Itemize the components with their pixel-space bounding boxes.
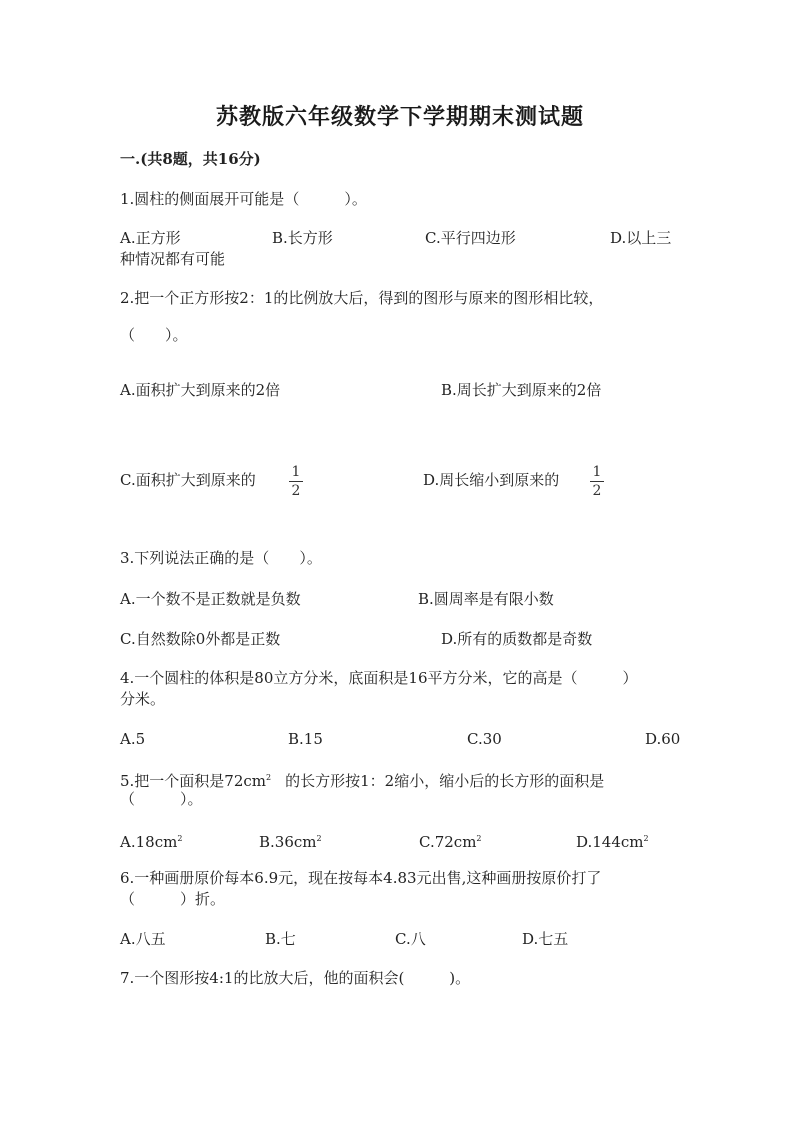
- fraction-bar: [289, 481, 303, 482]
- question-3-option-b: B.圆周率是有限小数: [418, 590, 554, 608]
- question-2-option-d: D.周长缩小到原来的: [423, 471, 560, 489]
- question-2-option-a: A.面积扩大到原来的2倍: [120, 381, 281, 399]
- question-4-option-b: B.15: [288, 730, 323, 748]
- question-1-option-c: C.平行四边形: [425, 229, 516, 247]
- question-1-stem: 1.圆柱的侧面展开可能是（ ）。: [120, 190, 367, 208]
- question-5-stem-part1: 5.把一个面积是72cm: [120, 772, 267, 790]
- question-1-option-a: A.正方形: [120, 229, 181, 247]
- question-1-option-d: D.以上三: [610, 229, 672, 247]
- question-4-stem: 4.一个圆柱的体积是80立方分米，底面积是16平方分米，它的高是（ ）: [120, 669, 638, 687]
- question-4-option-c: C.30: [467, 730, 502, 748]
- question-1-option-d-continued: 种情况都有可能: [120, 250, 226, 268]
- question-3-option-d: D.所有的质数都是奇数: [441, 630, 593, 648]
- question-5-option-d: $D.144cm^2$: [576, 833, 649, 851]
- question-5-option-a: $A.18cm^2$: [120, 833, 183, 851]
- question-6-stem-line2: （ ）折。: [120, 890, 226, 908]
- fraction-denominator: 2: [592, 483, 602, 499]
- question-3-option-c: C.自然数除0外都是正数: [120, 630, 281, 648]
- question-4-option-a: A.5: [120, 730, 146, 748]
- fraction-bar: [590, 481, 604, 482]
- question-5-stem-part2: 的长方形按1：2缩小，缩小后的长方形的面积是: [285, 772, 605, 790]
- question-6-option-c: C.八: [395, 930, 426, 948]
- question-2-stem-line2: （ ）。: [120, 326, 188, 344]
- question-3-stem: 3.下列说法正确的是（ ）。: [120, 549, 322, 567]
- page-title: 苏教版六年级数学下学期期末测试题: [215, 104, 584, 130]
- question-4-stem-line2: 分米。: [120, 690, 166, 708]
- question-2-stem: 2.把一个正方形按2：1的比例放大后，得到的图形与原来的图形相比较，: [120, 289, 604, 307]
- question-5-stem-line2: （ ）。: [120, 790, 203, 808]
- question-7-stem: 7.一个图形按4:1的比放大后，他的面积会( )。: [120, 969, 471, 987]
- square-unit-superscript: 2: [266, 773, 272, 782]
- question-3-option-a: A.一个数不是正数就是负数: [120, 590, 301, 608]
- question-6-stem: 6.一种画册原价每本6.9元，现在按每本4.83元出售,这种画册按原价打了: [120, 869, 602, 887]
- question-2-option-b: B.周长扩大到原来的2倍: [441, 381, 602, 399]
- question-2-option-c: C.面积扩大到原来的: [120, 471, 256, 489]
- fraction-numerator: 1: [291, 464, 301, 480]
- question-6-option-d: D.七五: [522, 930, 569, 948]
- question-4-option-d: D.60: [645, 730, 681, 748]
- question-5-option-b: $B.36cm^2$: [259, 833, 322, 851]
- question-2-option-c-fraction: [289, 464, 303, 499]
- question-1-option-b: B.长方形: [272, 229, 333, 247]
- fraction-denominator: 2: [291, 483, 301, 499]
- section-heading: 一.(共8题，共16分): [120, 150, 261, 168]
- question-6-option-b: B.七: [265, 930, 296, 948]
- fraction-numerator: 1: [592, 464, 602, 480]
- question-2-option-d-fraction: [590, 464, 604, 499]
- question-6-option-a: A.八五: [120, 930, 166, 948]
- question-5-option-c: $C.72cm^2$: [419, 833, 482, 851]
- question-5-stem: [120, 768, 604, 791]
